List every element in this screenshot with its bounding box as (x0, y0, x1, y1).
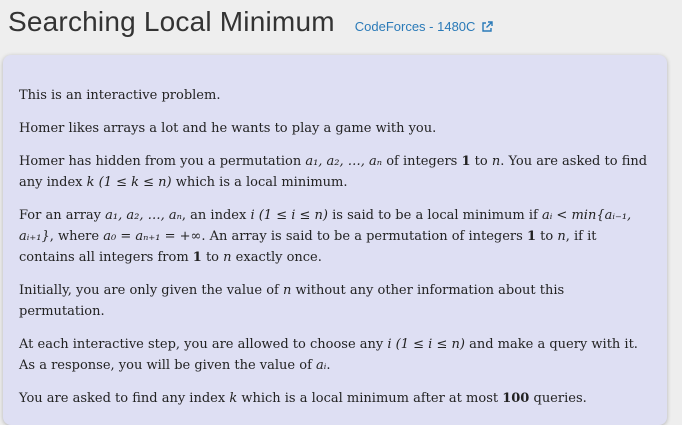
text-run: . An array is said to be a permutation of integers (201, 229, 527, 244)
text-run: , an index (181, 208, 251, 223)
text-run: For an array (19, 208, 106, 223)
text-run: . You are asked to find any index (19, 154, 648, 190)
source-link[interactable] (355, 19, 493, 34)
text-run: and make a query with it. As a response, you will be given the value of (19, 337, 638, 373)
math-expression: a₁, a₂, …, aₙ (105, 208, 182, 223)
statement-paragraph (19, 205, 651, 268)
statement-paragraph: Homer likes arrays a lot and he wants to play a game with you. (19, 121, 437, 136)
text-run: which is a local minimum after at most (237, 391, 503, 406)
math-expression: i (1 ≤ i ≤ n) (250, 208, 328, 223)
math-expression: 1 (192, 250, 202, 265)
source-link-label: CodeForces - 1480C (354, 19, 476, 34)
math-expression: i (1 ≤ i ≤ n) (387, 337, 465, 352)
statement-paragraph (19, 280, 651, 322)
statement-paragraph: This is an interactive problem. (19, 88, 221, 103)
problem-statement-card (3, 55, 667, 425)
text-run: of integers (382, 154, 462, 169)
math-expression: a₁, a₂, …, aₙ (305, 154, 383, 169)
math-expression: 100 (502, 391, 530, 406)
statement-paragraph (19, 388, 651, 409)
text-run: . (326, 358, 331, 373)
math-expression: aᵢ < min{aᵢ₋₁, aᵢ₊₁} (19, 208, 632, 244)
text-run: without any other information about this permutation. (19, 283, 565, 319)
math-expression: n (557, 229, 566, 244)
text-run: At each interactive step, you are allowed to choose any (19, 337, 388, 352)
math-expression: n (491, 154, 501, 169)
statement-paragraph (19, 151, 651, 193)
problem-statement (3, 55, 651, 409)
text-run: to (201, 250, 224, 265)
page-title: Searching Local Minimum (8, 6, 335, 37)
text-run: , if it contains all integers from (19, 229, 597, 265)
math-expression: n (223, 250, 232, 265)
text-run: Initially, you are only given the value of (19, 283, 283, 298)
math-expression: k (1 ≤ k ≤ n) (86, 175, 172, 190)
text-run: , where (49, 229, 104, 244)
text-run: to (536, 229, 558, 244)
text-run: Homer has hidden from you a permutation (19, 154, 306, 169)
math-expression: n (282, 283, 292, 298)
math-expression: aᵢ (316, 358, 327, 373)
statement-paragraph (19, 334, 651, 376)
math-expression: 1 (526, 229, 537, 244)
text-run: queries. (529, 391, 587, 406)
page-header (8, 6, 493, 38)
text-run: to (470, 154, 492, 169)
text-run: is said to be a local minimum if (328, 208, 542, 223)
text-run: You are asked to find any index (19, 391, 230, 406)
text-run: which is a local minimum. (171, 175, 348, 190)
math-expression: a₀ = aₙ₊₁ = +∞ (103, 229, 202, 244)
math-expression: 1 (461, 154, 471, 169)
math-expression: k (229, 391, 238, 406)
text-run: exactly once. (231, 250, 322, 265)
external-link-icon (481, 21, 493, 33)
